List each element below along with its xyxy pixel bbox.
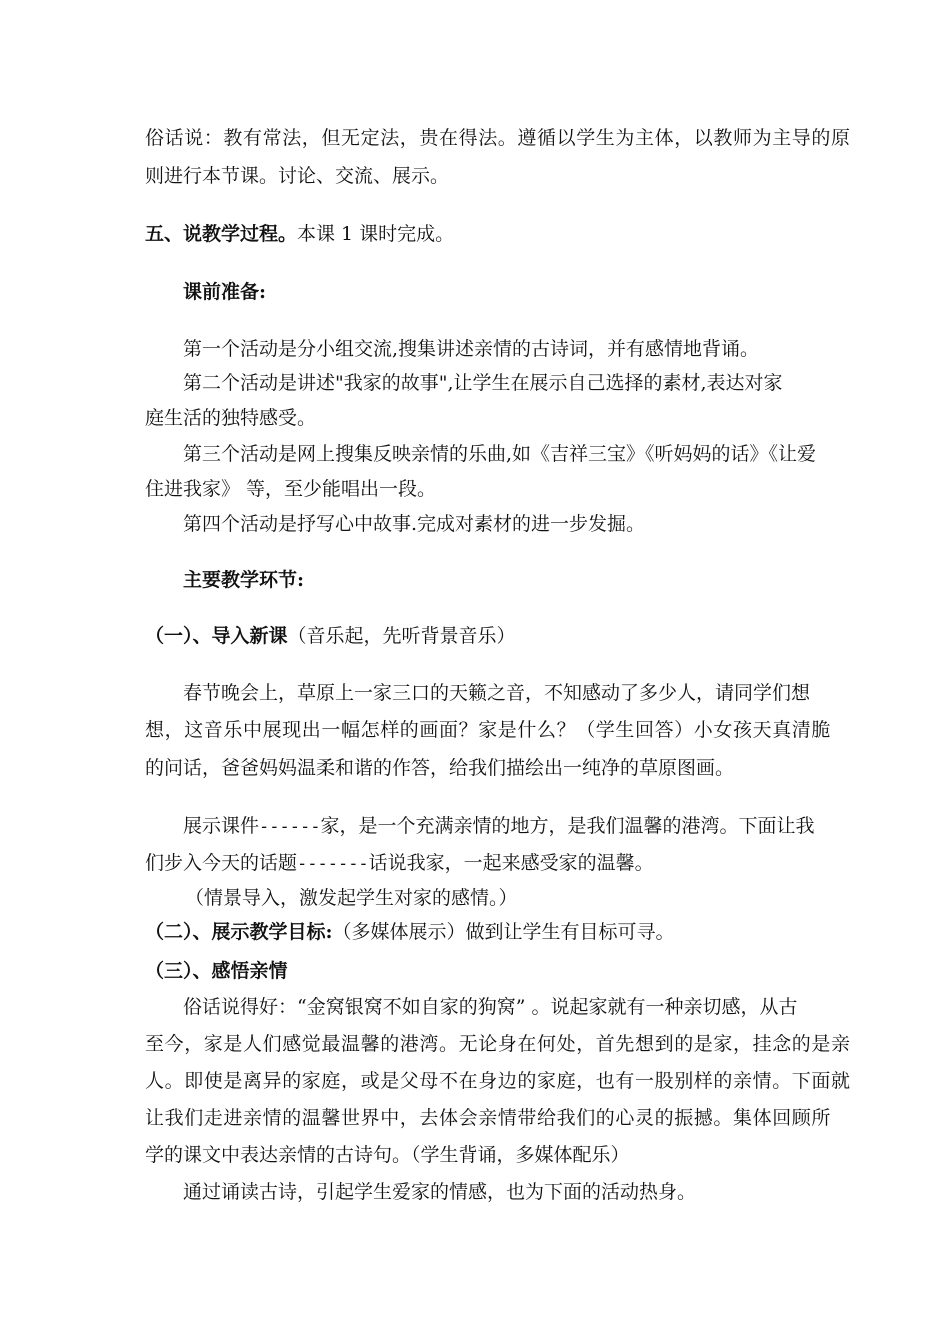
part-2-line: [145, 918, 675, 946]
main-steps-heading: 主要教学环节:: [183, 569, 305, 591]
dash-separator: -------: [297, 854, 369, 874]
section-5-heading: 五、说教学过程。: [145, 223, 298, 245]
part-3-heading: （三）、感悟亲情: [145, 960, 288, 982]
courseware-line-1: [183, 812, 814, 841]
activity-1: 第一个活动是分小组交流,搜集讲述亲情的古诗词，并有感情地背诵。: [183, 338, 760, 360]
dash-separator: ------: [259, 817, 321, 837]
teaching-method-line-2: 则进行本节课。讨论、交流、展示。: [145, 165, 450, 187]
courseware-text-c: 们步入今天的话题: [145, 852, 298, 874]
feel-paragraph-line-5: 学的课文中表达亲情的古诗句。（学生背诵，多媒体配乐）: [145, 1144, 630, 1166]
teaching-method-line-1: 俗话说：教有常法，但无定法，贵在得法。遵循以学生为主体，以教师为主导的原: [145, 127, 851, 149]
part-1-line: [145, 622, 516, 650]
feel-paragraph-line-1: 俗话说得好：“金窝银窝不如自家的狗窝” 。说起家就有一种亲切感，从古: [183, 996, 798, 1018]
intro-paragraph-line-1: 春节晚会上，草原上一家三口的天籁之音，不知感动了多少人，请同学们想: [183, 682, 811, 704]
feel-paragraph-line-3: 人。即使是离异的家庭，或是父母不在身边的家庭，也有一股别样的亲情。下面就: [145, 1070, 851, 1092]
courseware-text-b: 家，是一个充满亲情的地方，是我们温馨的港湾。下面让我: [320, 815, 815, 837]
section-5-line: [145, 220, 454, 248]
courseware-text-d: 话说我家，一起来感受家的温馨。: [368, 852, 654, 874]
feel-paragraph-line-2: 至今，家是人们感觉最温馨的港湾。无论身在何处，首先想到的是家，挂念的是亲: [145, 1033, 851, 1055]
scene-intro-note: （情景导入，激发起学生对家的感情。）: [185, 887, 518, 909]
courseware-text-a: 展示课件: [183, 815, 260, 837]
recite-paragraph: 通过诵读古诗，引起学生爱家的情感，也为下面的活动热身。: [183, 1181, 697, 1203]
part-1-note: （音乐起，先听背景音乐）: [287, 625, 516, 647]
feel-paragraph-line-4: 让我们走进亲情的温馨世界中，去体会亲情带给我们的心灵的振撼。集体回顾所: [145, 1107, 832, 1129]
prep-heading: 课前准备:: [183, 281, 267, 303]
intro-paragraph-line-2: 想，这音乐中展现出一幅怎样的画面？家是什么？（学生回答）小女孩天真清脆: [145, 719, 832, 741]
activity-3-line-2: 住进我家》 等，至少能唱出一段。: [145, 478, 437, 500]
activity-3-line-1: 第三个活动是网上搜集反映亲情的乐曲,如《吉祥三宝》《听妈妈的话》《让爱: [183, 443, 817, 465]
part-1-heading: （一）、导入新课: [145, 625, 288, 647]
activity-4: 第四个活动是抒写心中故事.完成对素材的进一步发掘。: [183, 513, 646, 535]
activity-2-line-2: 庭生活的独特感受。: [145, 407, 317, 429]
activity-2-line-1: 第二个活动是讲述"我家的故事",让学生在展示自己选择的素材,表达对家: [183, 372, 783, 394]
courseware-line-2: [145, 849, 654, 878]
section-5-text: 本课 1 课时完成。: [297, 223, 455, 245]
part-2-text: （多媒体展示）做到让学生有目标可寻。: [332, 921, 675, 943]
intro-paragraph-line-3: 的问话，爸爸妈妈温柔和谐的作答，给我们描绘出一纯净的草原图画。: [145, 757, 735, 779]
part-2-heading: （二）、展示教学目标:: [145, 921, 333, 943]
